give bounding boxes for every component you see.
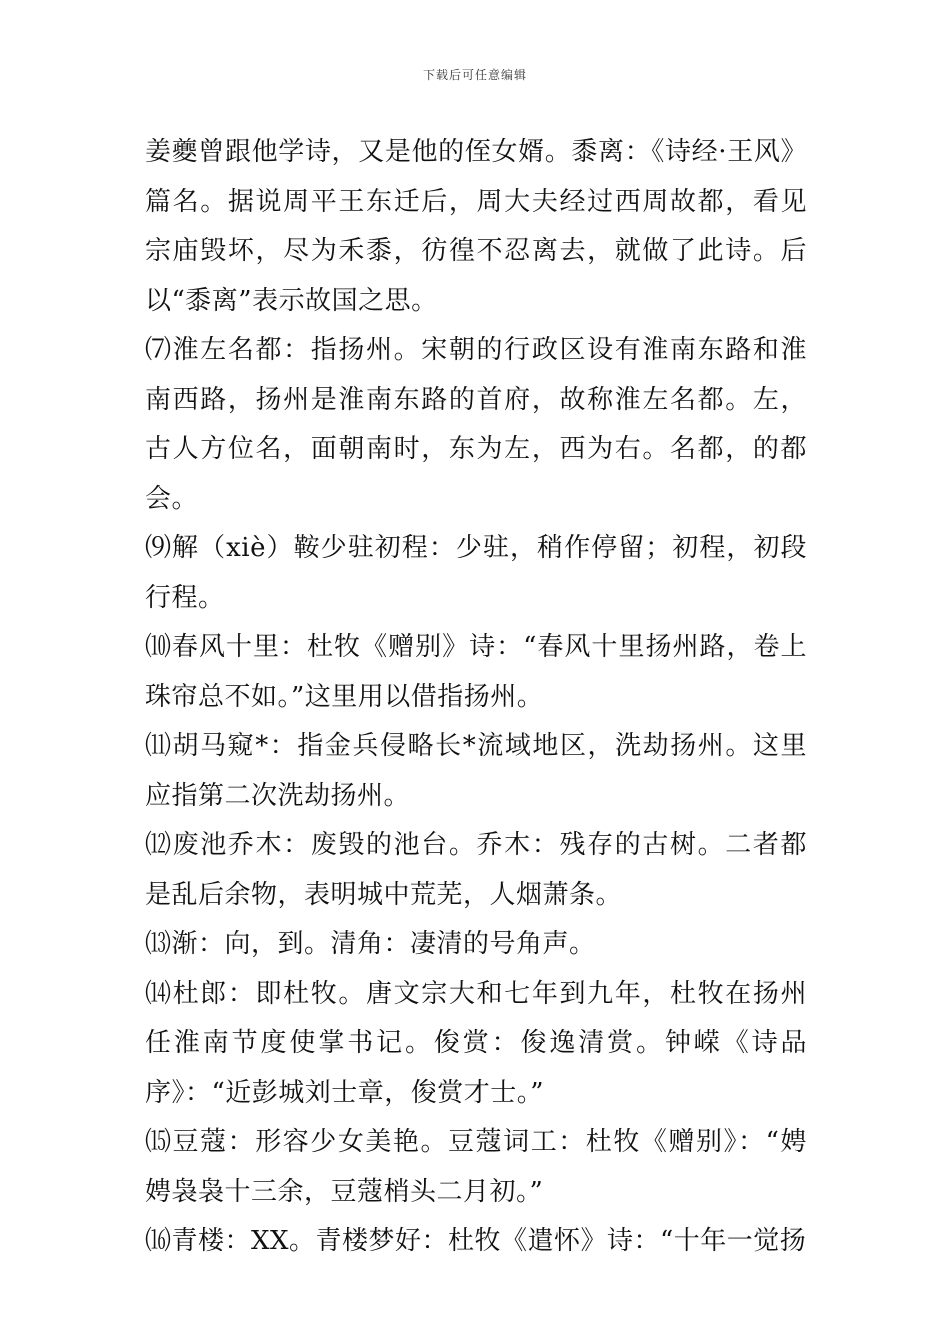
note-7-huaizuo-mingdu: ⑺淮左名都：指扬州。宋朝的行政区设有淮南东路和淮南西路，扬州是淮南东路的首府，故称淮左名都。左，古人方位名，面朝南时，东为左，西为右。名都，的都会。: [145, 335, 807, 514]
page-header: 下载后可任意编辑: [422, 68, 527, 82]
note-12-feichi-qiaomu: ⑿废池乔木：废毁的池台。乔木：残存的古树。二者都是乱后余物，表明城中荒芜，人烟萧条。: [145, 830, 807, 910]
note-15-doukou: ⒂豆蔻：形容少女美艳。豆蔻词工：杜牧《赠别》：“娉娉袅袅十三余，豆蔻梢头二月初。”: [145, 1127, 807, 1207]
note-13-jian-qingjiao: ⒀渐：向，到。清角：凄清的号角声。: [145, 929, 596, 959]
note-11-huma-kui: ⑾胡马窥*：指金兵侵略长*流域地区，洗劫扬州。这里应指第二次洗劫扬州。: [145, 731, 807, 811]
note-14-dulang: ⒁杜郎：即杜牧。唐文宗大和七年到九年，杜牧在扬州任淮南节度使掌书记。俊赏：俊逸清赏。钟嵘《诗品序》：“近彭城刘士章，俊赏才士。”: [145, 978, 807, 1108]
paragraph-kui-lishi: 姜夔曾跟他学诗，又是他的侄女婿。黍离：《诗经·王风》篇名。据说周平王东迁后，周大夫经过西周故都，看见宗庙毁坏，尽为禾黍，彷徨不忍离去，就做了此诗。后以“黍离”表示故国之思。: [145, 137, 807, 316]
note-9-jiean-shaozhu: ⑼解（xiè）鞍少驻初程：少驻，稍作停留；初程，初段行程。: [145, 533, 807, 613]
note-16-qinglou: ⒃青楼：XX。青楼梦好：杜牧《遣怀》诗：“十年一觉扬: [145, 1226, 807, 1256]
note-10-chunfeng-shili: ⑽春风十里：杜牧《赠别》诗：“春风十里扬州路，卷上珠帘总不如。”这里用以借指扬州。: [145, 632, 807, 712]
document-body: [145, 128, 807, 1267]
